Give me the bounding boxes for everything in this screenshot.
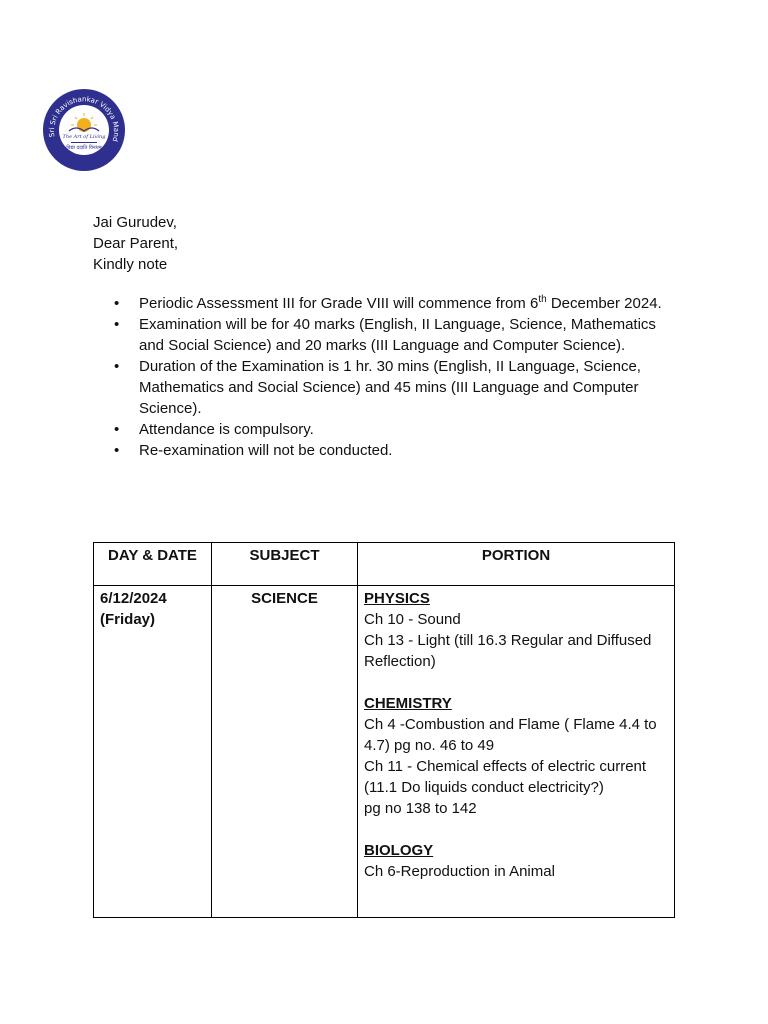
note-text: Periodic Assessment III for Grade VIII will commence from 6 [139, 295, 539, 312]
portion-line: Ch 6-Reproduction in Animal [364, 863, 555, 880]
portion-line: Ch 13 - Light (till 16.3 Regular and Diffused Reflection) [364, 632, 652, 670]
cell-portion [358, 586, 675, 918]
portion-line: Ch 10 - Sound [364, 611, 461, 628]
note-text: Duration of the Examination is 1 hr. 30 mins (English, II Language, Science, Mathematics and Social Science) and 45 mins (III Language and Computer Science). [139, 358, 641, 417]
table-row [94, 586, 675, 918]
note-text: Attendance is compulsory. [139, 421, 314, 438]
intro-line: Kindly note [93, 256, 168, 273]
list-item [93, 293, 683, 314]
cell-subject: SCIENCE [212, 586, 358, 918]
list-item [93, 314, 683, 356]
table-header-row [94, 543, 675, 586]
portion-line: Ch 11 - Chemical effects of electric current (11.1 Do liquids conduct electricity?) [364, 758, 647, 796]
note-superscript: th [538, 294, 547, 305]
portion-section-biology [364, 840, 668, 882]
school-seal-icon [40, 87, 128, 173]
note-text-tail: December 2024. [546, 295, 662, 312]
section-heading: CHEMISTRY [364, 695, 452, 712]
note-text: Re-examination will not be conducted. [139, 442, 393, 459]
list-item [93, 356, 683, 419]
header-day-date: DAY & DATE [94, 543, 212, 586]
list-item [93, 440, 683, 461]
portion-section-chemistry [364, 693, 668, 819]
notes-list [93, 293, 683, 461]
school-logo [40, 87, 128, 173]
header-subject: SUBJECT [212, 543, 358, 586]
svg-text:विद्या ददाति विनयम्: विद्या ददाति विनयम् [66, 145, 102, 151]
section-heading: PHYSICS [364, 590, 430, 607]
greeting-block [93, 212, 178, 275]
cell-day-date [94, 586, 212, 918]
header-portion: PORTION [358, 543, 675, 586]
exam-schedule-table [93, 542, 675, 918]
section-heading: BIOLOGY [364, 842, 434, 859]
svg-text:Sri Sri Ravishankar Vidya Mand: Sri Sri Ravishankar Vidya Mand [47, 95, 121, 143]
note-text: Examination will be for 40 marks (English, II Language, Science, Mathematics and Social Science) and 20 marks (III Language and Computer Science). [139, 316, 656, 354]
exam-day: (Friday) [100, 611, 156, 628]
portion-line: Ch 4 -Combustion and Flame ( Flame 4.4 to 4.7) pg no. 46 to 49 [364, 716, 657, 754]
greeting-line: Jai Gurudev, [93, 214, 177, 231]
salutation-line: Dear Parent, [93, 235, 179, 252]
portion-section-physics [364, 588, 668, 672]
exam-date: 6/12/2024 [100, 590, 167, 607]
svg-text:The Art of Living: The Art of Living [62, 134, 106, 140]
portion-line: pg no 138 to 142 [364, 800, 477, 817]
list-item [93, 419, 683, 440]
